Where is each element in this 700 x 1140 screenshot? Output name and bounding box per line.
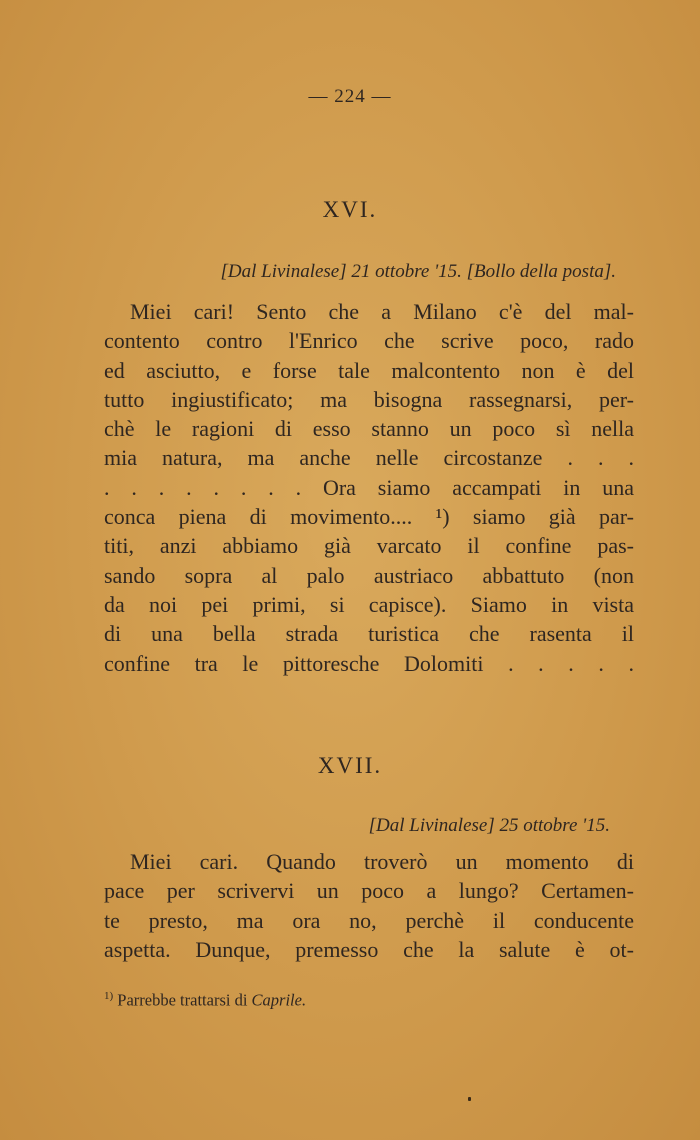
footnote: [104, 990, 306, 1011]
text-line: sando sopra al palo austriaco abbattuto (non: [104, 562, 634, 588]
section-title-xvi: XVI.: [322, 197, 378, 222]
letter-body-xvi: [104, 297, 634, 678]
text-line: aspetta. Dunque, premesso che la salute è ot-: [104, 936, 634, 962]
text-line: titi, anzi abbiamo già varcato il confine pas-: [104, 533, 634, 559]
text-line: da noi pei primi, si capisce). Siamo in vista: [104, 591, 634, 617]
dateline-xvi: [Dal Livinalese] 21 ottobre '15. [Bollo della posta].: [220, 261, 616, 282]
text-line: di una bella strada turistica che rasenta il: [104, 621, 634, 647]
letter-body-xvii: [104, 847, 634, 964]
text-line: Miei cari. Quando troverò un momento di: [130, 849, 634, 874]
text-line: te presto, ma ora no, perchè il conducente: [104, 907, 634, 933]
footnote-italic: Caprile.: [251, 990, 307, 1010]
text-line: ed asciutto, e forse tale malcontento non è del: [104, 357, 634, 383]
text-line: . . . . . . . . Ora siamo accampati in una: [104, 474, 634, 500]
text-line: Miei cari! Sento che a Milano c'è del mal-: [130, 299, 634, 324]
text-line: confine tra le pittoresche Dolomiti . . . . .: [104, 650, 634, 676]
dateline-xvii: [Dal Livinalese] 25 ottobre '15.: [368, 815, 610, 836]
text-line: chè le ragioni di esso stanno un poco sì nella: [104, 416, 634, 442]
text-line: conca piena di movimento.... ¹) siamo già par-: [104, 504, 634, 530]
text-line: contento contro l'Enrico che scrive poco, rado: [104, 328, 634, 354]
section-title-xvii: XVII.: [317, 753, 383, 778]
text-line: tutto ingiustificato; ma bisogna rassegnarsi, per-: [104, 386, 634, 412]
page-number: — 224 —: [308, 86, 392, 107]
footnote-mark: 1): [104, 990, 114, 1002]
ink-speck: [468, 1097, 471, 1101]
text-line: pace per scrivervi un poco a lungo? Certamen-: [104, 878, 634, 904]
text-line: mia natura, ma anche nelle circostanze . . .: [104, 445, 634, 471]
footnote-text: Parrebbe trattarsi di: [117, 990, 248, 1010]
